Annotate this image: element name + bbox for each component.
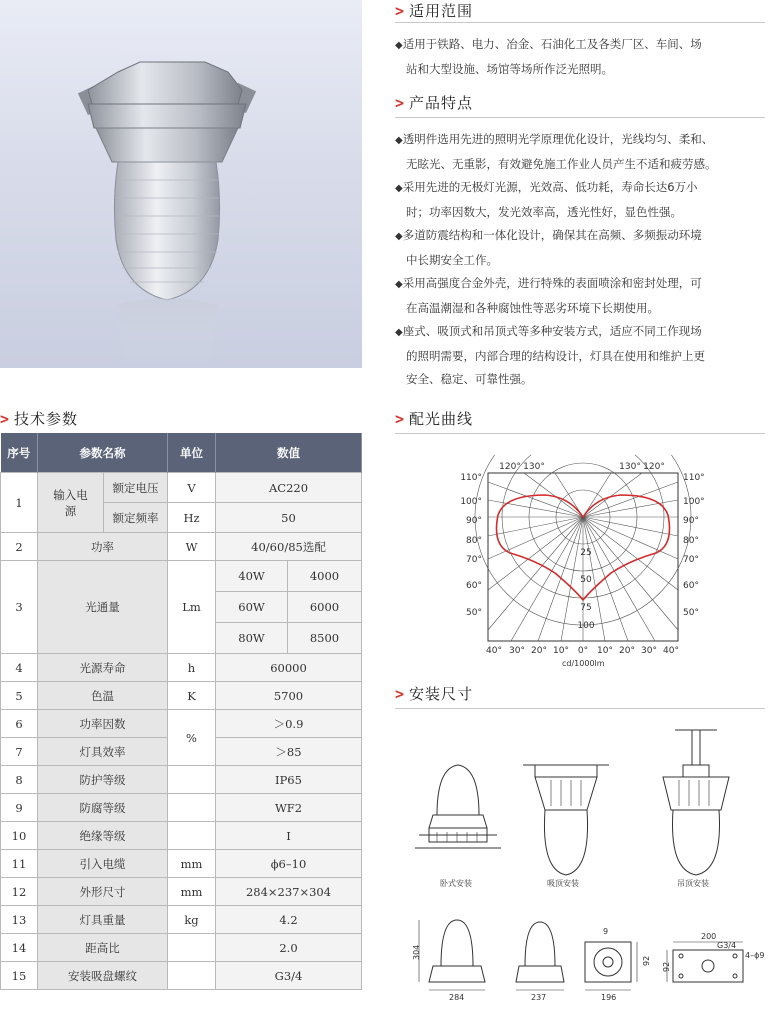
top-label: 120°	[643, 462, 665, 472]
bottom-label: 40°	[663, 646, 679, 656]
scope-line: 站和大型设施、场馆等场所作泛光照明。	[406, 61, 613, 76]
features-heading: > 产品特点	[395, 94, 474, 112]
bottom-label: 10°	[553, 646, 569, 656]
feature-item: ◆采用高强度合金外壳，进行特殊的表面喷涂和密封处理，可 在高温潮湿和各种腐蚀性等恶劣环境下长期使用。	[395, 276, 702, 315]
feature-item: ◆多道防震结构和一体化设计，确保其在高频、多频振动环境 中长期安全工作。	[395, 228, 702, 267]
table-row: 80W 8500	[1, 623, 362, 654]
right-label: 70°	[683, 555, 699, 565]
pendant-mount-drawing	[663, 730, 729, 875]
radial-label: 75	[580, 603, 592, 613]
bottom-label: 40°	[486, 646, 502, 656]
dim-9: 9	[603, 927, 609, 936]
table-row: 9 防腐等级 WF2	[1, 794, 362, 822]
feature-item: ◆座式、吸顶式和吊顶式等多种安装方式，适应不同工作现场 的照明需要，内部合理的结构设计，灯具在使用和维护上更 安全、稳定、可靠性强。	[395, 324, 705, 386]
install-heading: > 安装尺寸	[395, 685, 474, 703]
table-row: 60W 6000	[1, 592, 362, 623]
dim-g34: G3/4	[717, 941, 737, 950]
table-row: 11 引入电缆 mm ϕ6–10	[1, 850, 362, 878]
features-list	[395, 128, 770, 392]
spec-table-wrap	[0, 433, 362, 990]
scope-line: ◆适用于铁路、电力、冶金、石油化工及各类厂区、车间、场	[395, 37, 702, 51]
floor-mount-drawing	[415, 765, 501, 848]
polar-unit: cd/1000lm	[562, 659, 605, 668]
col-header-unit: 单位	[168, 433, 216, 473]
table-row: 5 色温 K 5700	[1, 682, 362, 710]
dim-92b: 92	[662, 961, 671, 972]
top-label: 130°	[523, 462, 545, 472]
dim-width-2: 237	[531, 993, 547, 1002]
left-label: 100°	[460, 497, 482, 507]
divider	[395, 117, 765, 118]
dim-width-3: 196	[601, 993, 617, 1002]
table-row: 10 绝缘等级 Ⅰ	[1, 822, 362, 850]
left-label: 110°	[460, 473, 482, 483]
top-label: 130°	[619, 462, 641, 472]
table-row: 14 距高比 2.0	[1, 934, 362, 962]
front-view-drawing	[419, 920, 485, 990]
left-label: 80°	[466, 536, 482, 546]
side-view-drawing	[516, 922, 564, 990]
feature-item: ◆采用先进的无极灯光源，光效高、低功耗，寿命长达6万小 时；功率因数大，发光效率高，透光性好，显色性强。	[395, 180, 698, 219]
table-row: 4 光源寿命 h 60000	[1, 654, 362, 682]
col-header-no: 序号	[1, 433, 38, 473]
scope-title: 适用范围	[409, 2, 474, 20]
right-label: 80°	[683, 536, 699, 546]
right-label: 110°	[683, 473, 705, 483]
right-label: 50°	[683, 608, 699, 618]
scope-text	[395, 33, 770, 81]
divider	[395, 708, 765, 709]
install-title: 安装尺寸	[409, 685, 474, 703]
dim-hole: 4–ϕ9	[745, 951, 765, 960]
scope-heading: > 适用范围	[395, 2, 474, 20]
right-label: 60°	[683, 581, 699, 591]
bottom-label: 30°	[509, 646, 525, 656]
bottom-label: 20°	[531, 646, 547, 656]
install-caption: 吸顶安装	[547, 879, 579, 888]
left-label: 50°	[466, 608, 482, 618]
curve-heading: > 配光曲线	[395, 410, 474, 428]
bottom-view-drawing	[585, 942, 637, 990]
install-drawings	[405, 720, 767, 1020]
dim-92a: 92	[642, 955, 651, 966]
bottom-label: 30°	[641, 646, 657, 656]
table-row: 额定频率 Hz 50	[1, 503, 362, 533]
table-row: 8 防护等级 IP65	[1, 766, 362, 794]
table-row: 2 功率 W 40/60/85选配	[1, 533, 362, 561]
radial-label: 50	[580, 575, 592, 585]
dim-width-1: 284	[449, 993, 465, 1002]
params-title: 技术参数	[14, 410, 79, 428]
table-header-row	[1, 433, 362, 473]
scope-section	[395, 0, 765, 21]
feature-item: ◆透明件选用先进的照明光学原理优化设计，光线均匀、柔和、 无眩光、无重影，有效避免施工作业人员产生不适和疲劳感。	[395, 132, 717, 171]
radial-label: 100	[577, 621, 595, 631]
install-caption: 卧式安装	[440, 879, 472, 888]
table-row: 6 功率因数 % ＞0.9	[1, 710, 362, 738]
table-row: 1 输入电源 额定电压 V AC220	[1, 473, 362, 503]
table-row: 3 光通量 Lm 40W 4000	[1, 561, 362, 592]
install-caption: 吊顶安装	[677, 879, 709, 888]
col-header-value: 数值	[216, 433, 362, 473]
polar-chart	[450, 455, 710, 670]
left-label: 70°	[466, 555, 482, 565]
ceiling-mount-drawing	[523, 765, 609, 875]
dim-200: 200	[701, 932, 717, 941]
table-row: 7 灯具效率 ＞85	[1, 738, 362, 766]
features-title: 产品特点	[409, 94, 474, 112]
left-label: 60°	[466, 581, 482, 591]
lamp-illustration	[0, 0, 362, 368]
left-label: 90°	[466, 516, 482, 526]
table-row: 12 外形尺寸 mm 284×237×304	[1, 878, 362, 906]
product-photo	[0, 0, 362, 368]
right-label: 90°	[683, 516, 699, 526]
top-label: 120°	[499, 462, 521, 472]
bottom-label: 0°	[577, 646, 589, 656]
spec-table	[0, 433, 362, 990]
table-row: 15 安装吸盘螺纹 G3/4	[1, 962, 362, 990]
divider	[395, 22, 765, 23]
curve-title: 配光曲线	[409, 410, 474, 428]
table-row: 13 灯具重量 kg 4.2	[1, 906, 362, 934]
right-label: 100°	[683, 497, 705, 507]
bottom-label: 20°	[619, 646, 635, 656]
radial-label: 25	[580, 548, 592, 558]
dim-height: 304	[412, 944, 421, 960]
col-header-name: 参数名称	[38, 433, 168, 473]
divider	[395, 433, 765, 434]
bottom-label: 10°	[597, 646, 613, 656]
params-heading: > 技术参数	[0, 410, 79, 428]
